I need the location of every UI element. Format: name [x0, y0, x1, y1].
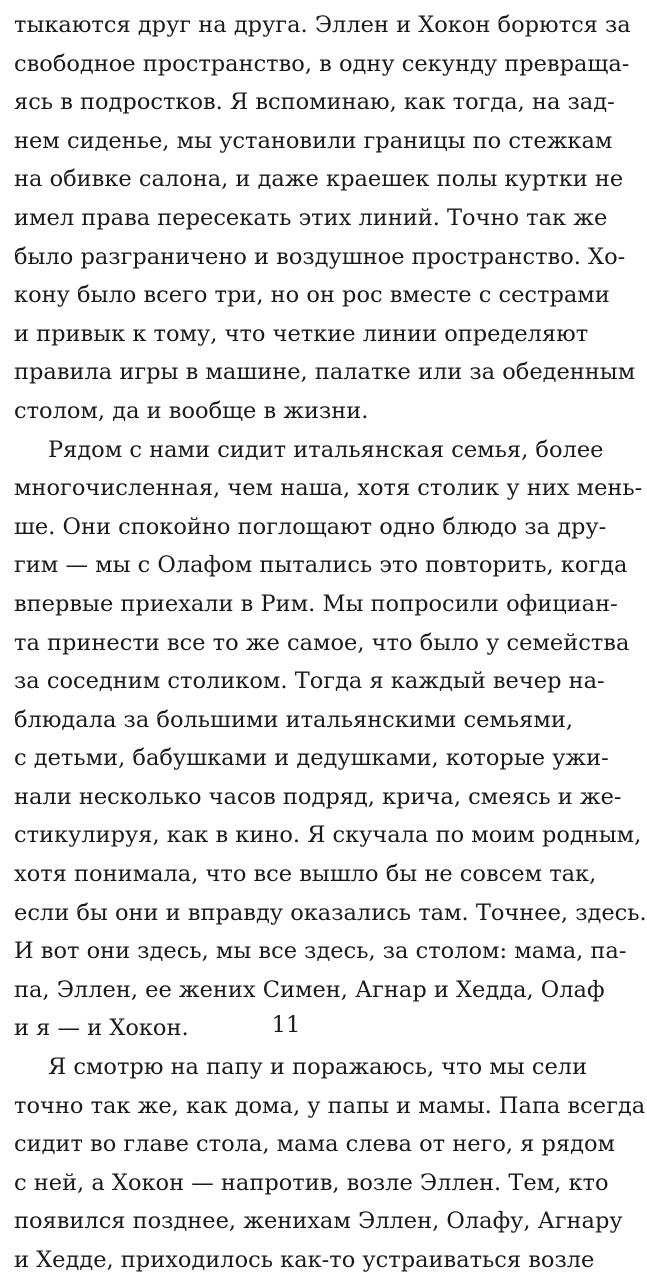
text-line: ясь в подростков. Я вспоминаю, как тогда, на зад- [14, 89, 615, 116]
paragraph [14, 1048, 646, 1280]
text-line: нем сиденье, мы установили границы по стежкам [14, 127, 613, 154]
text-line: и привык к тому, что четкие линии определяют [14, 320, 589, 347]
text-line: столом, да и вообще в жизни. [14, 397, 369, 424]
paragraph [14, 431, 647, 1049]
text-line: точно так же, как дома, у папы и мамы. Папа всегда [14, 1092, 646, 1119]
paragraph [14, 6, 636, 431]
text-line: и Хедде, приходилось как-то устраиваться возле [14, 1247, 595, 1273]
text-line: стикулируя, как в кино. Я скучала по моим родным, [14, 822, 642, 849]
page-body [14, 6, 647, 1280]
text-line: сидит во главе стола, мама слева от него, я рядом [14, 1131, 616, 1158]
text-line: свободное пространство, в одну секунду превраща- [14, 50, 630, 77]
text-line: па, Эллен, ее жених Симен, Агнар и Хедда, Олаф [14, 976, 605, 1003]
text-line: на обивке салона, и даже краешек полы куртки не [14, 166, 624, 193]
text-line: кону было всего три, но он рос вместе с сестрами [14, 282, 610, 309]
text-line: имел права пересекать этих линий. Точно так же [14, 204, 608, 231]
text-line: блюдала за большими итальянскими семьями, [14, 706, 574, 733]
text-line: было разграничено и воздушное пространство. Хо- [14, 243, 626, 270]
text-line: за соседним столиком. Тогда я каждый вечер на- [14, 668, 605, 695]
text-line: многочисленная, чем наша, хотя столик у них мень- [14, 475, 643, 502]
text-line: впервые приехали в Рим. Мы попросили официан- [14, 590, 618, 617]
text-line: Я смотрю на папу и поражаюсь, что мы сели [48, 1054, 588, 1081]
text-line: появился позднее, женихам Эллен, Олафу, Агнару [14, 1208, 623, 1235]
text-line: с детьми, бабушками и дедушками, которые ужи- [14, 745, 609, 772]
text-line: с ней, а Хокон — напротив, возле Эллен. Тем, кто [14, 1169, 609, 1196]
text-line: хотя понимала, что все вышло бы не совсем так, [14, 861, 597, 888]
text-line: Рядом с нами сидит итальянская семья, более [48, 436, 604, 463]
text-line: И вот они здесь, мы все здесь, за столом: мама, па- [14, 938, 627, 965]
page-number: 11 [271, 1012, 301, 1038]
text-line: тыкаются друг на друга. Эллен и Хокон борются за [14, 12, 631, 38]
text-line: гим — мы с Олафом пытались это повторить, когда [14, 552, 628, 579]
text-line: нали несколько часов подряд, крича, смеясь и же- [14, 783, 622, 810]
text-line: правила игры в машине, палатке или за обеденным [14, 359, 636, 386]
text-line: и я — и Хокон. [14, 1015, 189, 1042]
text-line: ше. Они спокойно поглощают одно блюдо за дру- [14, 513, 607, 540]
text-line: если бы они и вправду оказались там. Точнее, здесь. [14, 899, 647, 926]
text-line: та принести все то же самое, что было у семейства [14, 629, 630, 656]
